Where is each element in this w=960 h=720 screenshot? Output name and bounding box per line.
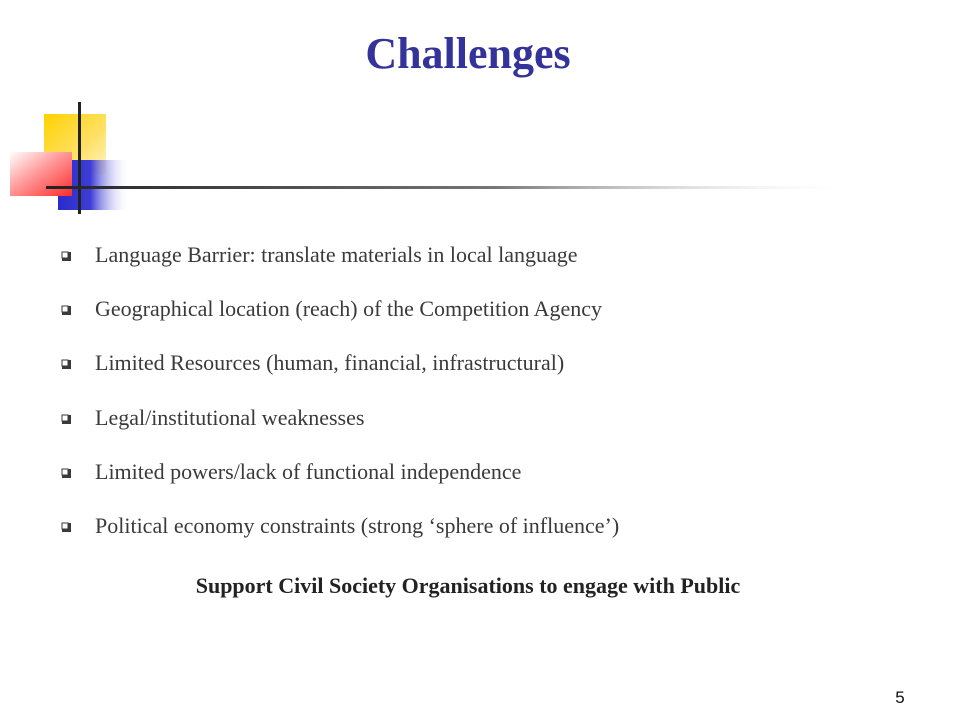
bullet-text: Political economy constraints (strong ‘sphere of influence’) <box>95 512 620 538</box>
list-item <box>58 507 619 545</box>
hollow-square-bullet-icon <box>58 356 74 372</box>
hollow-square-bullet-icon <box>58 302 74 318</box>
hollow-square-bullet-icon <box>58 519 74 535</box>
bullet-text: Limited Resources (human, financial, infrastructural) <box>95 350 565 376</box>
page-number: 5 <box>895 688 905 707</box>
red-square <box>10 152 72 196</box>
bullet-text: Language Barrier: translate materials in local language <box>95 242 578 267</box>
list-item <box>58 290 619 328</box>
decorative-squares-graphic <box>0 100 900 220</box>
bullet-text: Geographical location (reach) of the Competition Agency <box>95 296 603 322</box>
support-statement: Support Civil Society Organisations to engage with Public <box>195 573 741 598</box>
vertical-rule <box>78 102 81 214</box>
hollow-square-bullet-icon <box>58 465 74 481</box>
list-item <box>58 236 619 274</box>
bullet-text: Legal/institutional weaknesses <box>95 404 365 430</box>
hollow-square-bullet-icon <box>58 411 74 427</box>
list-item <box>58 399 619 437</box>
bullet-text: Limited powers/lack of functional independence <box>95 458 522 484</box>
hollow-square-bullet-icon <box>58 248 74 264</box>
list-item <box>58 344 619 382</box>
list-item <box>58 453 619 491</box>
horizontal-rule <box>46 186 866 189</box>
bullet-list <box>58 236 619 561</box>
slide-title: Challenges <box>365 29 571 78</box>
